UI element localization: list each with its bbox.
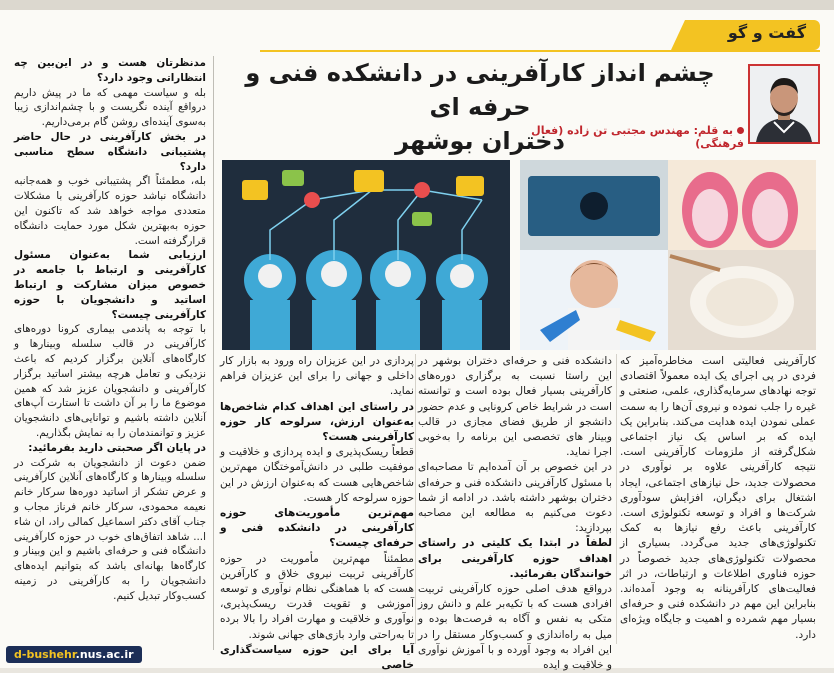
top-band [0, 0, 834, 10]
paragraph: بله و سیاست مهمی که ما در پیش داریم درواقع آینده نگریست و با چشم‌اندازی زیبا به‌سوی آینده‌ای روشن گام برمی‌داریم. [14, 86, 206, 129]
interview-question: ارزیابی شما به‌عنوان مسئول کارآفرینی و ارتباط با جامعه در خصوص میزان مشارکت و ارتباط اساتید و دانشجویان با حوزه کارآفرینی چیست؟ [14, 249, 206, 321]
byline-text: به قلم: مهندس مجتبی تن زاده (فعال فرهنگی) [531, 124, 744, 150]
paragraph: مطمئناً مهم‌ترین مأموریت در حوزه کارآفرینی تربیت نیروی خلاق و کارآفرین هست که با هماهنگی نظام نوآوری و توسعه آموزشی و تقویت قدرت ریسک‌پذیری، نوآوری و خلاقیت و مهارت افراد را بالا برده تا به‌راحتی وارد بازی‌های جهانی شوند. [220, 552, 414, 641]
watermark-prefix: d-bushehr [14, 648, 76, 661]
article-column-2 [418, 354, 612, 673]
byline-dot-icon [737, 127, 744, 134]
interview-question: آیا برای این حوزه سیاست‌گذاری خاصی [220, 643, 414, 672]
column-divider [616, 354, 617, 644]
author-portrait-icon [750, 66, 818, 142]
paragraph: بله، مطمئناً اگر پشتیبانی خوب و همه‌جانبه دانشگاه نباشد حوزه کارآفرینی با مشکلات متعددی مواجه خواهد شد که تاکنون این حوزه به‌بهترین شکل مورد حمایت دانشگاه قرارگرفته است. [14, 175, 206, 247]
crafts-collage-icon [520, 160, 816, 350]
paragraph: در این خصوص بر آن آمده‌ایم تا مصاحبه‌ای با مسئول کارآفرینی دانشکده فنی و حرفه‌ای دختران بوشهر داشته باشد. در ادامه از شما دعوت می‌کنیم به مطالعه این مصاحبه بپردازید: [418, 461, 612, 535]
interview-question: لطفاً در ابتدا یک کلیتی در راستای اهداف حوزه کارآفرینی برای خوانندگان بفرمائید. [418, 537, 612, 580]
paragraph: کارآفرینی فعالیتی است مخاطره‌آمیز که فردی در پی اجرای یک ایده معمولاً اقتصادی توجه نهادهای سرمایه‌گذاری، علمی، صنعتی و غیره را جلب نموده و نیروی آن‌ها را به سمت عملی نمودن ایده هدایت می‌کند. بنابراین یک ایده که بر اساس یک نیاز اجتماعی شکل‌گرفته از ملزومات کارآفرینی است. نتیجه کارآفرینی علاوه بر نوآوری در محصولات جدید، حل نیازهای اجتماعی، ایجاد اشتغال برای دیگران، افزایش سودآوری شرکت‌ها و افراد و توسعه تکنولوژی است. کارآفرینی باعث رفع نیازها به کمک تکنولوژی‌های جدید می‌گردد. بسیاری از محصولات تکنولوژی‌های جدید خصوصاً در حوزه فناوری اطلاعات و ارتباطات، در اثر فعالیت‌های کارآفرینانه به وجود آمده‌اند. بنابراین این مهم در دانشکده فنی و حرفه‌ای بسیار مهم شمرده و اهمیت و جایگاه ویژه‌ای دارد. [620, 355, 816, 641]
paragraph: ضمن دعوت از دانشجویان به شرکت در سلسله وبینارها و کارگاه‌های آنلاین کارآفرینی و عرض تشکر از اساتید دوره‌ها سرکار خانم نعیمه محمودی، سرکار خانم فرناز مجاب و جناب آقای دکتر اسماعیل کمالی راد، ان شاء ا... شاهد اتفاق‌های خوب در حوزه کارآفرینی دانشگاه فنی و حرفه‌ای باشیم و این وبینار و کارگاه‌ها بهانه‌ای باشد که بتوانیم ایده‌های دانشجویان را به کارآفرینی در زمینه کسب‌وکار تبدیل کنیم. [14, 456, 206, 602]
headline-line-2: دختران بوشهر [395, 127, 565, 155]
crafts-photo-collage [520, 160, 816, 350]
interview-question: در پایان اگر صحبتی دارید بفرمائید: [28, 441, 206, 454]
column-divider [213, 56, 214, 650]
paragraph: درواقع هدف اصلی حوزه کارآفرینی تربیت افرادی هست که با تکیه‌بر علم و دانش روز متکی به نفس و آگاه به فرصت‌ها بوده و میل به راه‌اندازی و کسب‌وکار مستقل را در این افراد به وجود آورده و با آموزش نوآوری و خلاقیت و ایده [418, 583, 612, 672]
paragraph: قطعاً ریسک‌پذیری و ایده پردازی و خلاقیت و موفقیت طلبی در دانش‌آموختگان مهم‌ترین شاخص‌هایی هست که به‌عنوان ارزش در این حوزه سرلوحه کار هست. [220, 446, 414, 504]
interview-question: در بخش کارآفرینی در حال حاضر پشتیبانی دانشگاه سطح مناسبی دارد؟ [14, 130, 206, 173]
brain-network-illustration [222, 160, 510, 350]
paragraph: با توجه به پاندمی بیماری کرونا دوره‌های کارآفرینی در قالب سلسله وبینارها و کارگاه‌های آنلاین برگزار کردیم که باعث نزدیکی و تعامل هرچه بیشتر اساتید برگزار کارآفرینی و دانشجویان عزیز شد که همین موضوع ما را بر آن داشت تا استارت آپ‌های آنلاین داشته باشیم و توانایی‌های دانشجویان عزیز و توانمندمان را به نمایش بگذاریم. [14, 323, 206, 439]
site-watermark [6, 646, 142, 663]
brain-network-icon [222, 160, 510, 350]
headline-line-1: چشم انداز کارآفرینی در دانشکده فنی و حرفه ای [245, 59, 715, 121]
section-label: گفت و گو [727, 23, 806, 42]
article-column-3 [220, 354, 414, 673]
watermark-suffix: .nus.ac.ir [75, 648, 134, 661]
interview-question: مدنظرتان هست و در این‌بین چه انتظاراتی وجود دارد؟ [14, 57, 206, 84]
byline [494, 124, 744, 150]
article-column-4 [14, 56, 206, 603]
section-rule [260, 50, 820, 52]
author-portrait [748, 64, 820, 144]
paragraph: پردازی در این عزیزان راه ورود به بازار کار داخلی و جهانی را برای این عزیزان فراهم نماید. [220, 355, 414, 398]
badge-tab [671, 20, 709, 50]
section-badge [690, 20, 820, 50]
paragraph: دانشکده فنی و حرفه‌ای دختران بوشهر در این راستا نسبت به برگزاری دوره‌های کارآفرینی بسیار فعال بوده است و توانسته است در شرایط خاص کرونایی و عدم حضور دانشجو از طریق فضای مجازی در قالب وبینار های تخصصی این برنامه را به‌خوبی اجرا نماید. [418, 355, 612, 459]
article-column-1 [620, 354, 816, 643]
column-divider [415, 354, 416, 644]
interview-question: در راستای این اهداف کدام شاخص‌ها به‌عنوان ارزش، سرلوحه کار حوزه کارآفرینی هست؟ [220, 400, 414, 444]
interview-question: مهم‌ترین مأموریت‌های حوزه کارآفرینی در دانشکده فنی و حرفه‌ای چیست؟ [220, 507, 414, 550]
